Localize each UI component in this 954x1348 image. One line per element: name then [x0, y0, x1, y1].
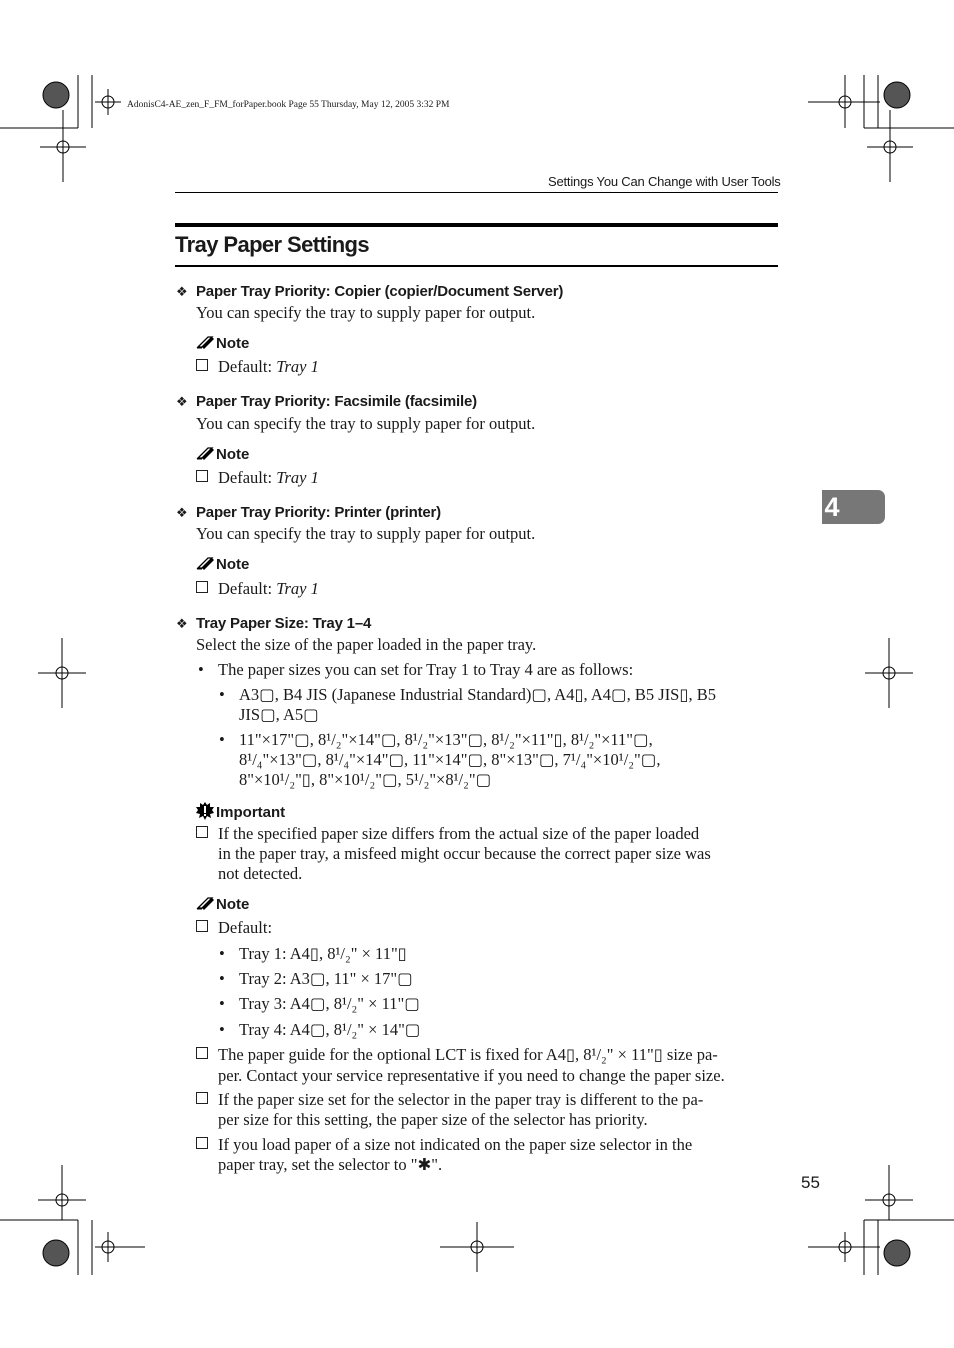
pencil-note-icon: [196, 896, 216, 910]
note-heading: Note: [196, 335, 249, 352]
note-continuation: per size for this setting, the paper size of the selector has priority.: [218, 1110, 648, 1129]
list-item-continuation: 8"×10¹/₂"▯, 8"×10¹/₂"▢, 5¹/₂"×8¹/₂"▢: [239, 770, 492, 789]
title-bottom-rule: [175, 265, 778, 267]
checkbox-bullet-icon: [196, 470, 208, 482]
note-heading: Note: [196, 556, 249, 573]
section-heading-tray-size: ❖ Tray Paper Size: Tray 1–4: [176, 615, 372, 632]
diamond-bullet-icon: ❖: [176, 616, 188, 631]
note-continuation: per. Contact your service representative if you need to change the paper size.: [218, 1066, 725, 1085]
file-info: AdonisC4-AE_zen_F_FM_forPaper.book Page 55 Thursday, May 12, 2005 3:32 PM: [127, 100, 450, 110]
pencil-note-icon: [196, 556, 216, 570]
checkbox-bullet-icon: [196, 1137, 208, 1149]
important-heading: Important: [196, 802, 285, 821]
pencil-note-icon: [196, 446, 216, 460]
checkbox-bullet-icon: [196, 920, 208, 932]
list-item: • The paper sizes you can set for Tray 1 to Tray 4 are as follows:: [198, 660, 634, 679]
note-heading: Note: [196, 896, 249, 913]
title-top-rule: [175, 223, 778, 227]
important-continuation: in the paper tray, a misfeed might occur because the correct paper size was: [218, 844, 711, 863]
diamond-bullet-icon: ❖: [176, 394, 188, 409]
header-rule: [175, 192, 778, 193]
diamond-bullet-icon: ❖: [176, 284, 188, 299]
checkbox-bullet-icon: [196, 1047, 208, 1059]
diamond-bullet-icon: ❖: [176, 505, 188, 520]
section-body-facsimile: You can specify the tray to supply paper for output.: [196, 414, 536, 433]
note-item: If you load paper of a size not indicated on the paper size selector in the: [196, 1135, 692, 1155]
page-title: Tray Paper Settings: [175, 232, 370, 257]
section-body-printer: You can specify the tray to supply paper for output.: [196, 524, 536, 543]
default-item: Default: Tray 1: [196, 579, 319, 599]
checkbox-bullet-icon: [196, 826, 208, 838]
checkbox-bullet-icon: [196, 1092, 208, 1104]
checkbox-bullet-icon: [196, 581, 208, 593]
pencil-note-icon: [196, 335, 216, 349]
note-heading: Note: [196, 446, 249, 463]
default-item: Default: Tray 1: [196, 468, 319, 488]
note-continuation: paper tray, set the selector to "✱".: [218, 1155, 443, 1174]
list-item: • A3▢, B4 JIS (Japanese Industrial Standard)▢, A4▯, A4▢, B5 JIS▯, B5: [219, 685, 716, 704]
running-header: Settings You Can Change with User Tools: [548, 174, 781, 189]
note-item: The paper guide for the optional LCT is fixed for A4▯, 8¹/₂" × 11"▯ size pa-: [196, 1045, 718, 1065]
tray-default-item: • Tray 4: A4▢, 8¹/₂" × 14"▢: [219, 1020, 421, 1039]
tray-default-item: • Tray 1: A4▯, 8¹/₂" × 11"▯: [219, 944, 407, 963]
tray-default-item: • Tray 2: A3▢, 11" × 17"▢: [219, 969, 413, 988]
important-item: If the specified paper size differs from the actual size of the paper loaded: [196, 824, 699, 844]
section-heading-printer: ❖ Paper Tray Priority: Printer (printer): [176, 504, 441, 521]
default-item: Default:: [196, 918, 272, 938]
list-item-continuation: 8¹/₄"×13"▢, 8¹/₄"×14"▢, 11"×14"▢, 8"×13"▢, 7¹/₄"×10¹/₂"▢,: [239, 750, 661, 769]
chapter-tab-number: 4: [824, 492, 840, 522]
page-number: 55: [801, 1173, 820, 1192]
important-continuation: not detected.: [218, 864, 303, 883]
tray-default-item: • Tray 3: A4▢, 8¹/₂" × 11"▢: [219, 994, 420, 1013]
list-item: • 11"×17"▢, 8¹/₂"×14"▢, 8¹/₂"×13"▢, 8¹/₂"×11"▯, 8¹/₂"×11"▢,: [219, 730, 653, 749]
section-heading-copier: ❖ Paper Tray Priority: Copier (copier/Document Server): [176, 283, 564, 300]
default-item: Default: Tray 1: [196, 357, 319, 377]
list-item-continuation: JIS▢, A5▢: [239, 705, 319, 724]
checkbox-bullet-icon: [196, 359, 208, 371]
important-burst-icon: [196, 802, 214, 820]
section-heading-facsimile: ❖ Paper Tray Priority: Facsimile (facsimile): [176, 393, 477, 410]
section-body-copier: You can specify the tray to supply paper for output.: [196, 303, 536, 322]
tray-size-body: Select the size of the paper loaded in the paper tray.: [196, 635, 537, 654]
note-item: If the paper size set for the selector in the paper tray is different to the pa-: [196, 1090, 703, 1110]
